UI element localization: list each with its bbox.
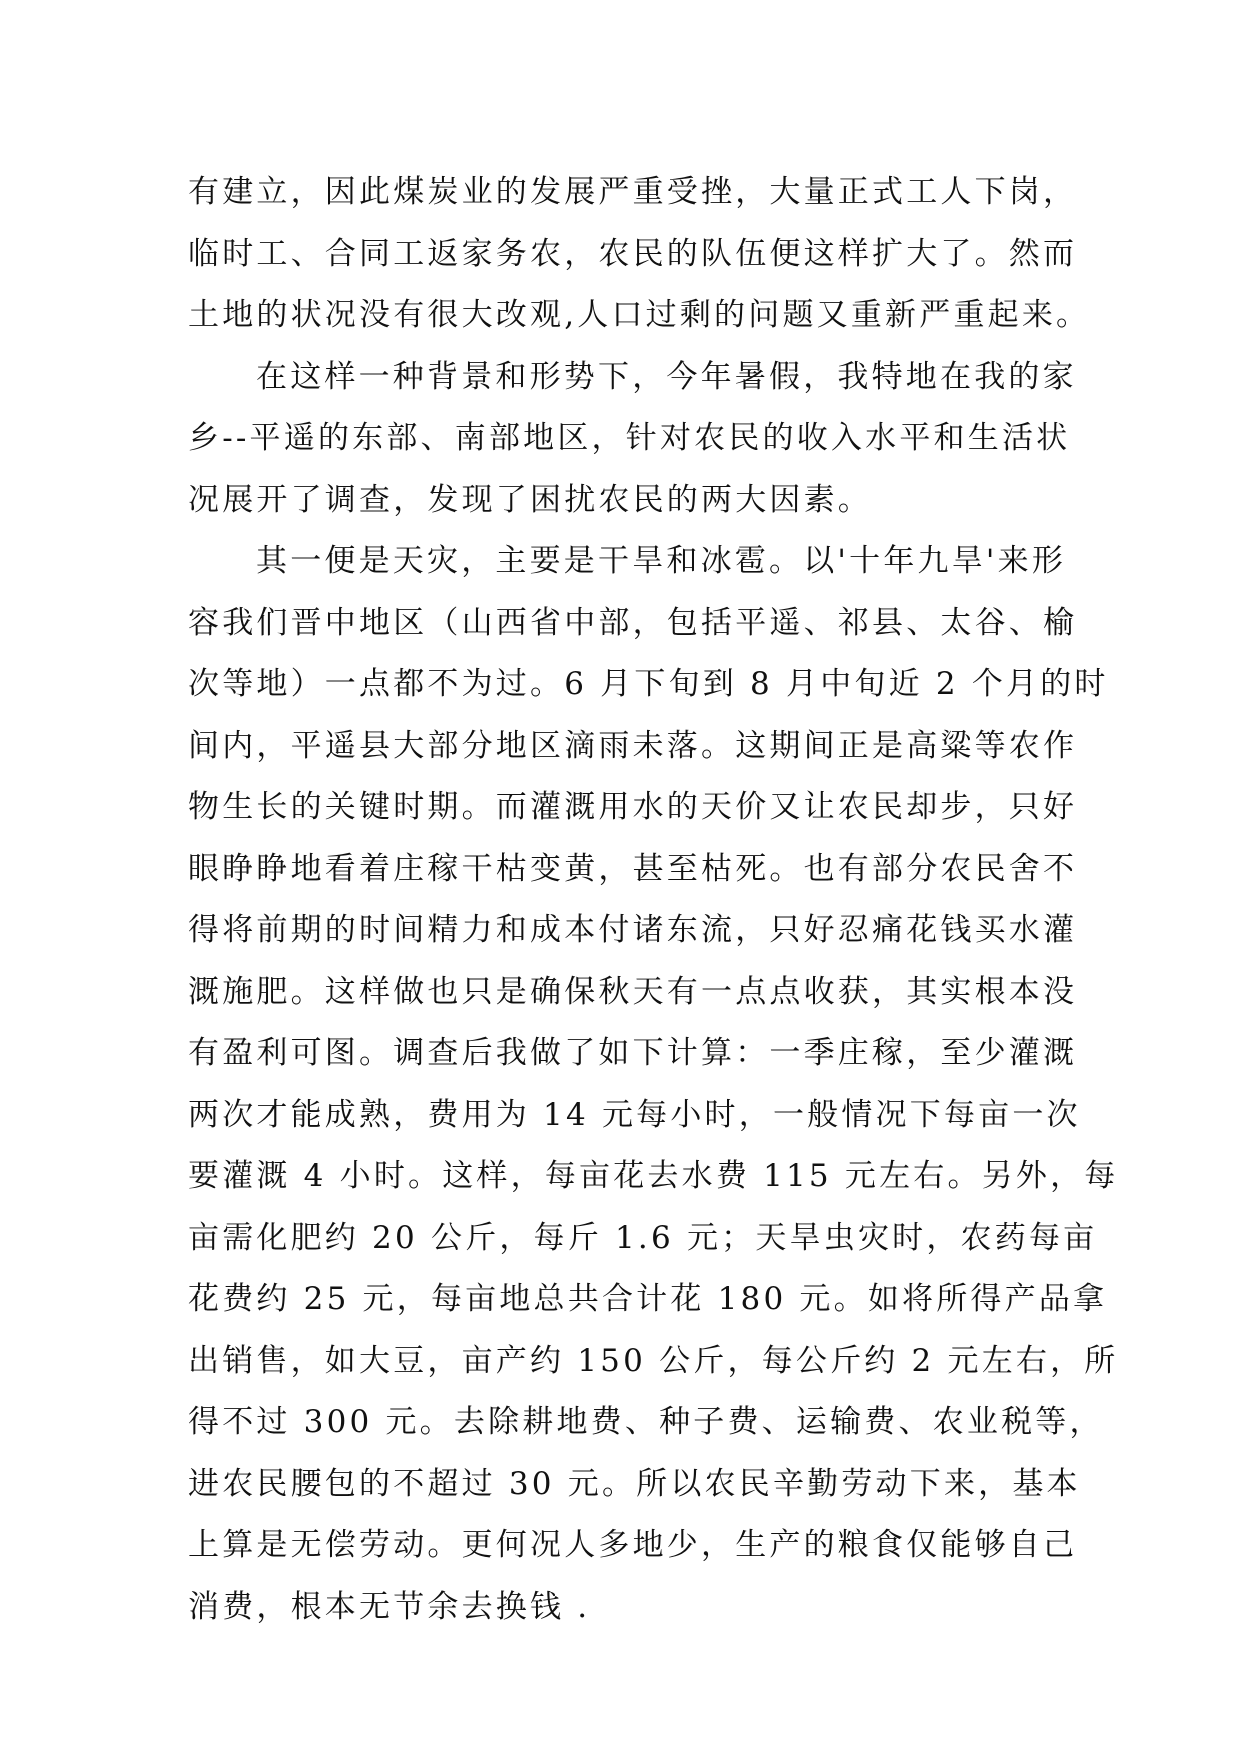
paragraph-first-line: 其一便是天灾，主要是干旱和冰雹。以'十年九旱'来形 [256,543,1067,579]
text-line: 容我们晋中地区（山西省中部，包括平遥、祁县、太谷、榆 [188,604,1078,641]
text-line: 次等地）一点都不为过。6 月下旬到 8 月中旬近 2 个月的时 [188,666,1109,702]
text-line: 消费，根本无节余去换钱 . [188,1588,591,1625]
text-line: 间内，平遥县大部分地区滴雨未落。这期间正是高粱等农作 [188,727,1078,764]
text-line: 物生长的关键时期。而灌溉用水的天价又让农民却步，只好 [188,789,1078,825]
text-line: 进农民腰包的不超过 30 元。所以农民辛勤劳动下来，基本 [188,1465,1081,1502]
text-line: 得不过 300 元。去除耕地费、种子费、运输费、农业税等， [188,1404,1104,1440]
text-line: 眼睁睁地看着庄稼干枯变黄，甚至枯死。也有部分农民舍不 [188,850,1078,887]
paragraph-first-line: 在这样一种背景和形势下，今年暑假，我特地在我的家 [256,358,1077,395]
text-line: 况展开了调查，发现了困扰农民的两大因素。 [188,481,872,518]
text-line: 溉施肥。这样做也只是确保秋天有一点点收获，其实根本没 [188,973,1078,1010]
text-line: 有建立，因此煤炭业的发展严重受挫，大量正式工人下岗， [188,174,1078,210]
text-line: 临时工、合同工返家务农，农民的队伍便这样扩大了。然而 [188,235,1078,272]
text-line: 要灌溉 4 小时。这样，每亩花去水费 115 元左右。另外，每 [188,1158,1119,1194]
text-line: 亩需化肥约 20 公斤，每斤 1.6 元；天旱虫灾时，农药每亩 [188,1219,1098,1256]
text-line: 得将前期的时间精力和成本付诸东流，只好忍痛花钱买水灌 [188,912,1078,948]
text-line: 土地的状况没有很大改观,人口过剩的问题又重新严重起来。 [188,297,1091,333]
text-line: 两次才能成熟，费用为 14 元每小时，一般情况下每亩一次 [188,1096,1081,1133]
text-line: 乡--平遥的东部、南部地区，针对农民的收入水平和生活状 [188,420,1071,456]
document-body [188,162,1119,1638]
text-line: 上算是无偿劳动。更何况人多地少，生产的粮食仅能够自己 [188,1527,1078,1563]
text-line: 有盈利可图。调查后我做了如下计算：一季庄稼，至少灌溉 [188,1035,1078,1071]
text-line: 花费约 25 元，每亩地总共合计花 180 元。如将所得产品拿 [188,1281,1108,1317]
text-line: 出销售，如大豆，亩产约 150 公斤，每公斤约 2 元左右，所 [188,1342,1119,1379]
